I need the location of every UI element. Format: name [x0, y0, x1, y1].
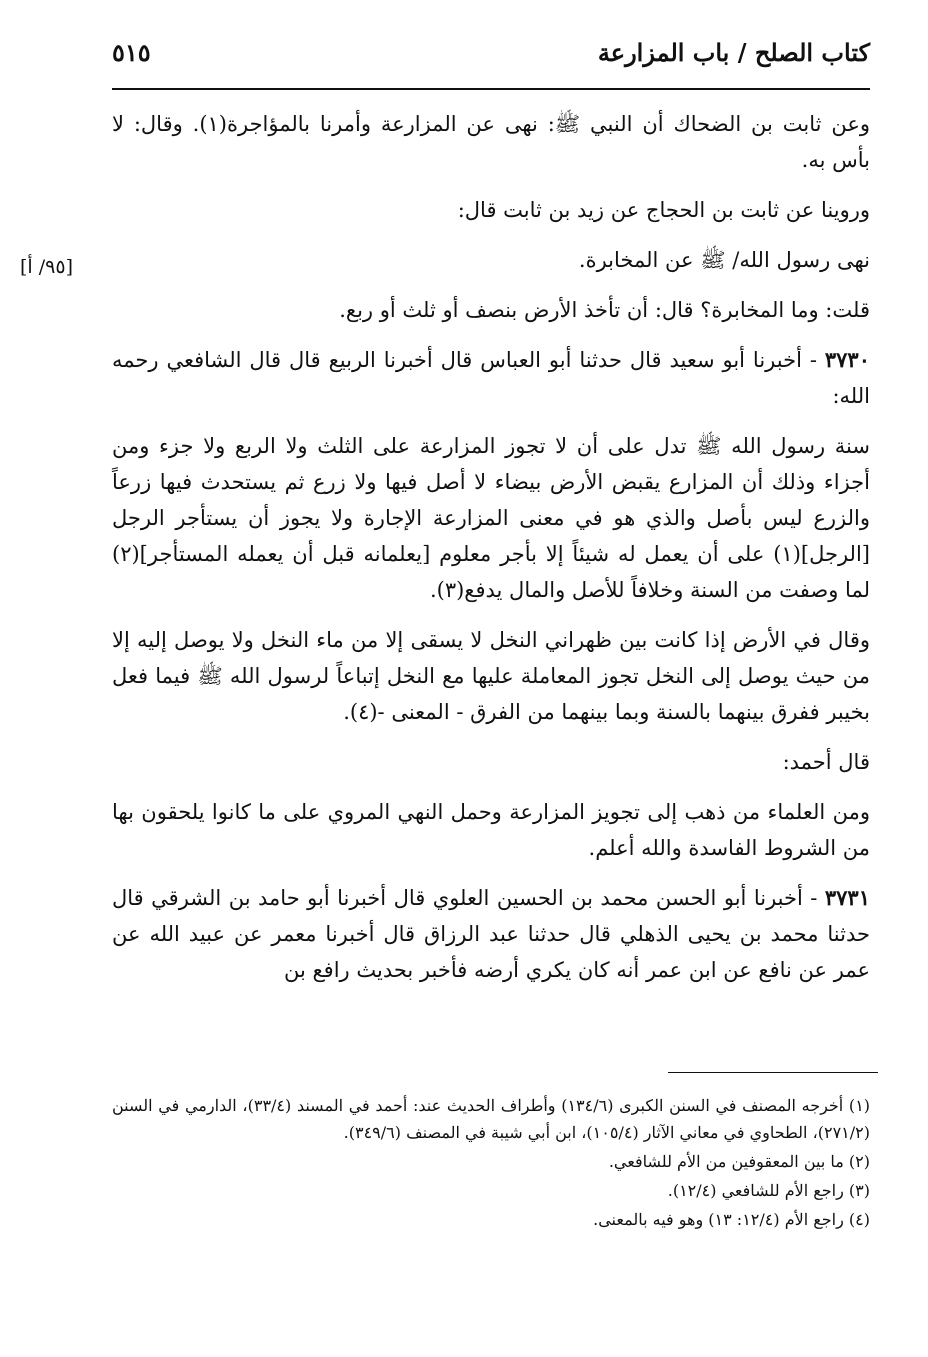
paragraph: وروينا عن ثابت بن الحجاج عن زيد بن ثابت قال:: [457, 198, 870, 222]
ahmad-paragraph: ومن العلماء من ذهب إلى تجويز المزارعة وحمل النهي المروي على ما كانوا يلحقون بها من الشروط الفاسدة والله أعلم.: [112, 800, 870, 860]
footnote-divider: [668, 1072, 878, 1073]
hadith-text: - أخبرنا أبو الحسن محمد بن الحسين العلوي قال أخبرنا أبو حامد بن الشرقي قال حدثنا محمد بن يحيى الذهلي قال حدثنا عبد الرزاق قال أخبرنا معمر عن عبيد الله عن عمر عن نافع عن ابن عمر أنه كان يكري أرضه فأخبر بحديث رافع بن: [112, 886, 870, 982]
ahmad-label: قال أحمد:: [782, 750, 870, 774]
main-text: [112, 106, 870, 1002]
hadith-3730: [112, 342, 870, 414]
footnote: (٤) راجع الأم (١٢/٤: ١٣) وهو فيه بالمعنى.: [593, 1210, 870, 1229]
hadith-number: ٣٧٣٠: [824, 347, 870, 372]
page-header: [112, 38, 870, 90]
footnote: (١) أخرجه المصنف في السنن الكبرى (١٣٤/٦) وأطراف الحديث عند: أحمد في المسند (٣٣/٤)، الدارمي في السنن (٢٧١/٢)، الطحاوي في معاني الآثار (١٠٥/٤)، ابن أبي شيبة في المصنف (٣٤٩/٦).: [112, 1096, 871, 1142]
shafii-quote-paragraph: وقال في الأرض إذا كانت بين ظهراني النخل لا يسقى إلا من ماء النخل ولا يوصل إليه إلا من حيث يوصل إلى النخل تجوز المعاملة عليها مع النخل إتباعاً لرسول الله ﷺ فيما فعل بخيبر ففرق بينهما بالسنة وبما بينهما من الفرق - المعنى -(٤).: [112, 628, 870, 724]
footnotes: [112, 1092, 870, 1235]
hadith-text: - أخبرنا أبو سعيد قال حدثنا أبو العباس قال أخبرنا الربيع قال قال الشافعي رحمه الله:: [112, 348, 870, 408]
page-number: ٥١٥: [112, 38, 151, 67]
paragraph: نهى رسول الله/ ﷺ عن المخابرة.: [578, 248, 870, 272]
hadith-3731: [112, 880, 870, 988]
footnote: (٢) ما بين المعقوفين من الأم للشافعي.: [608, 1152, 870, 1171]
shafii-quote-paragraph: سنة رسول الله ﷺ تدل على أن لا تجوز المزارعة على الثلث ولا الربع ولا جزء ومن أجزاء وذلك أن المزارع يقبض الأرض بيضاء لا أصل فيها ولا زرع ثم يستحدث فيها زرعاً والزرع ليس بأصل والذي هو في معنى المزارعة الإجارة ولا يجوز أن يستأجر الرجل [الرجل](١) على أن يعمل له شيئاً إلا بأجر معلوم [يعلمانه قبل أن يعمله المستأجر](٢) لما وصفت من السنة وخلافاً للأصل والمال يدفع(٣).: [112, 434, 870, 602]
hadith-number: ٣٧٣١: [824, 885, 870, 910]
footnote: (٣) راجع الأم للشافعي (١٢/٤).: [667, 1181, 870, 1200]
manuscript-folio-note: [٩٥/ أ]: [20, 256, 73, 278]
paragraph: قلت: وما المخابرة؟ قال: أن تأخذ الأرض بنصف أو ثلث أو ربع.: [339, 298, 870, 322]
running-title: كتاب الصلح / باب المزارعة: [597, 38, 870, 67]
paragraph: وعن ثابت بن الضحاك أن النبي ﷺ: نهى عن المزارعة وأمرنا بالمؤاجرة(١). وقال: لا بأس به.: [112, 112, 870, 172]
